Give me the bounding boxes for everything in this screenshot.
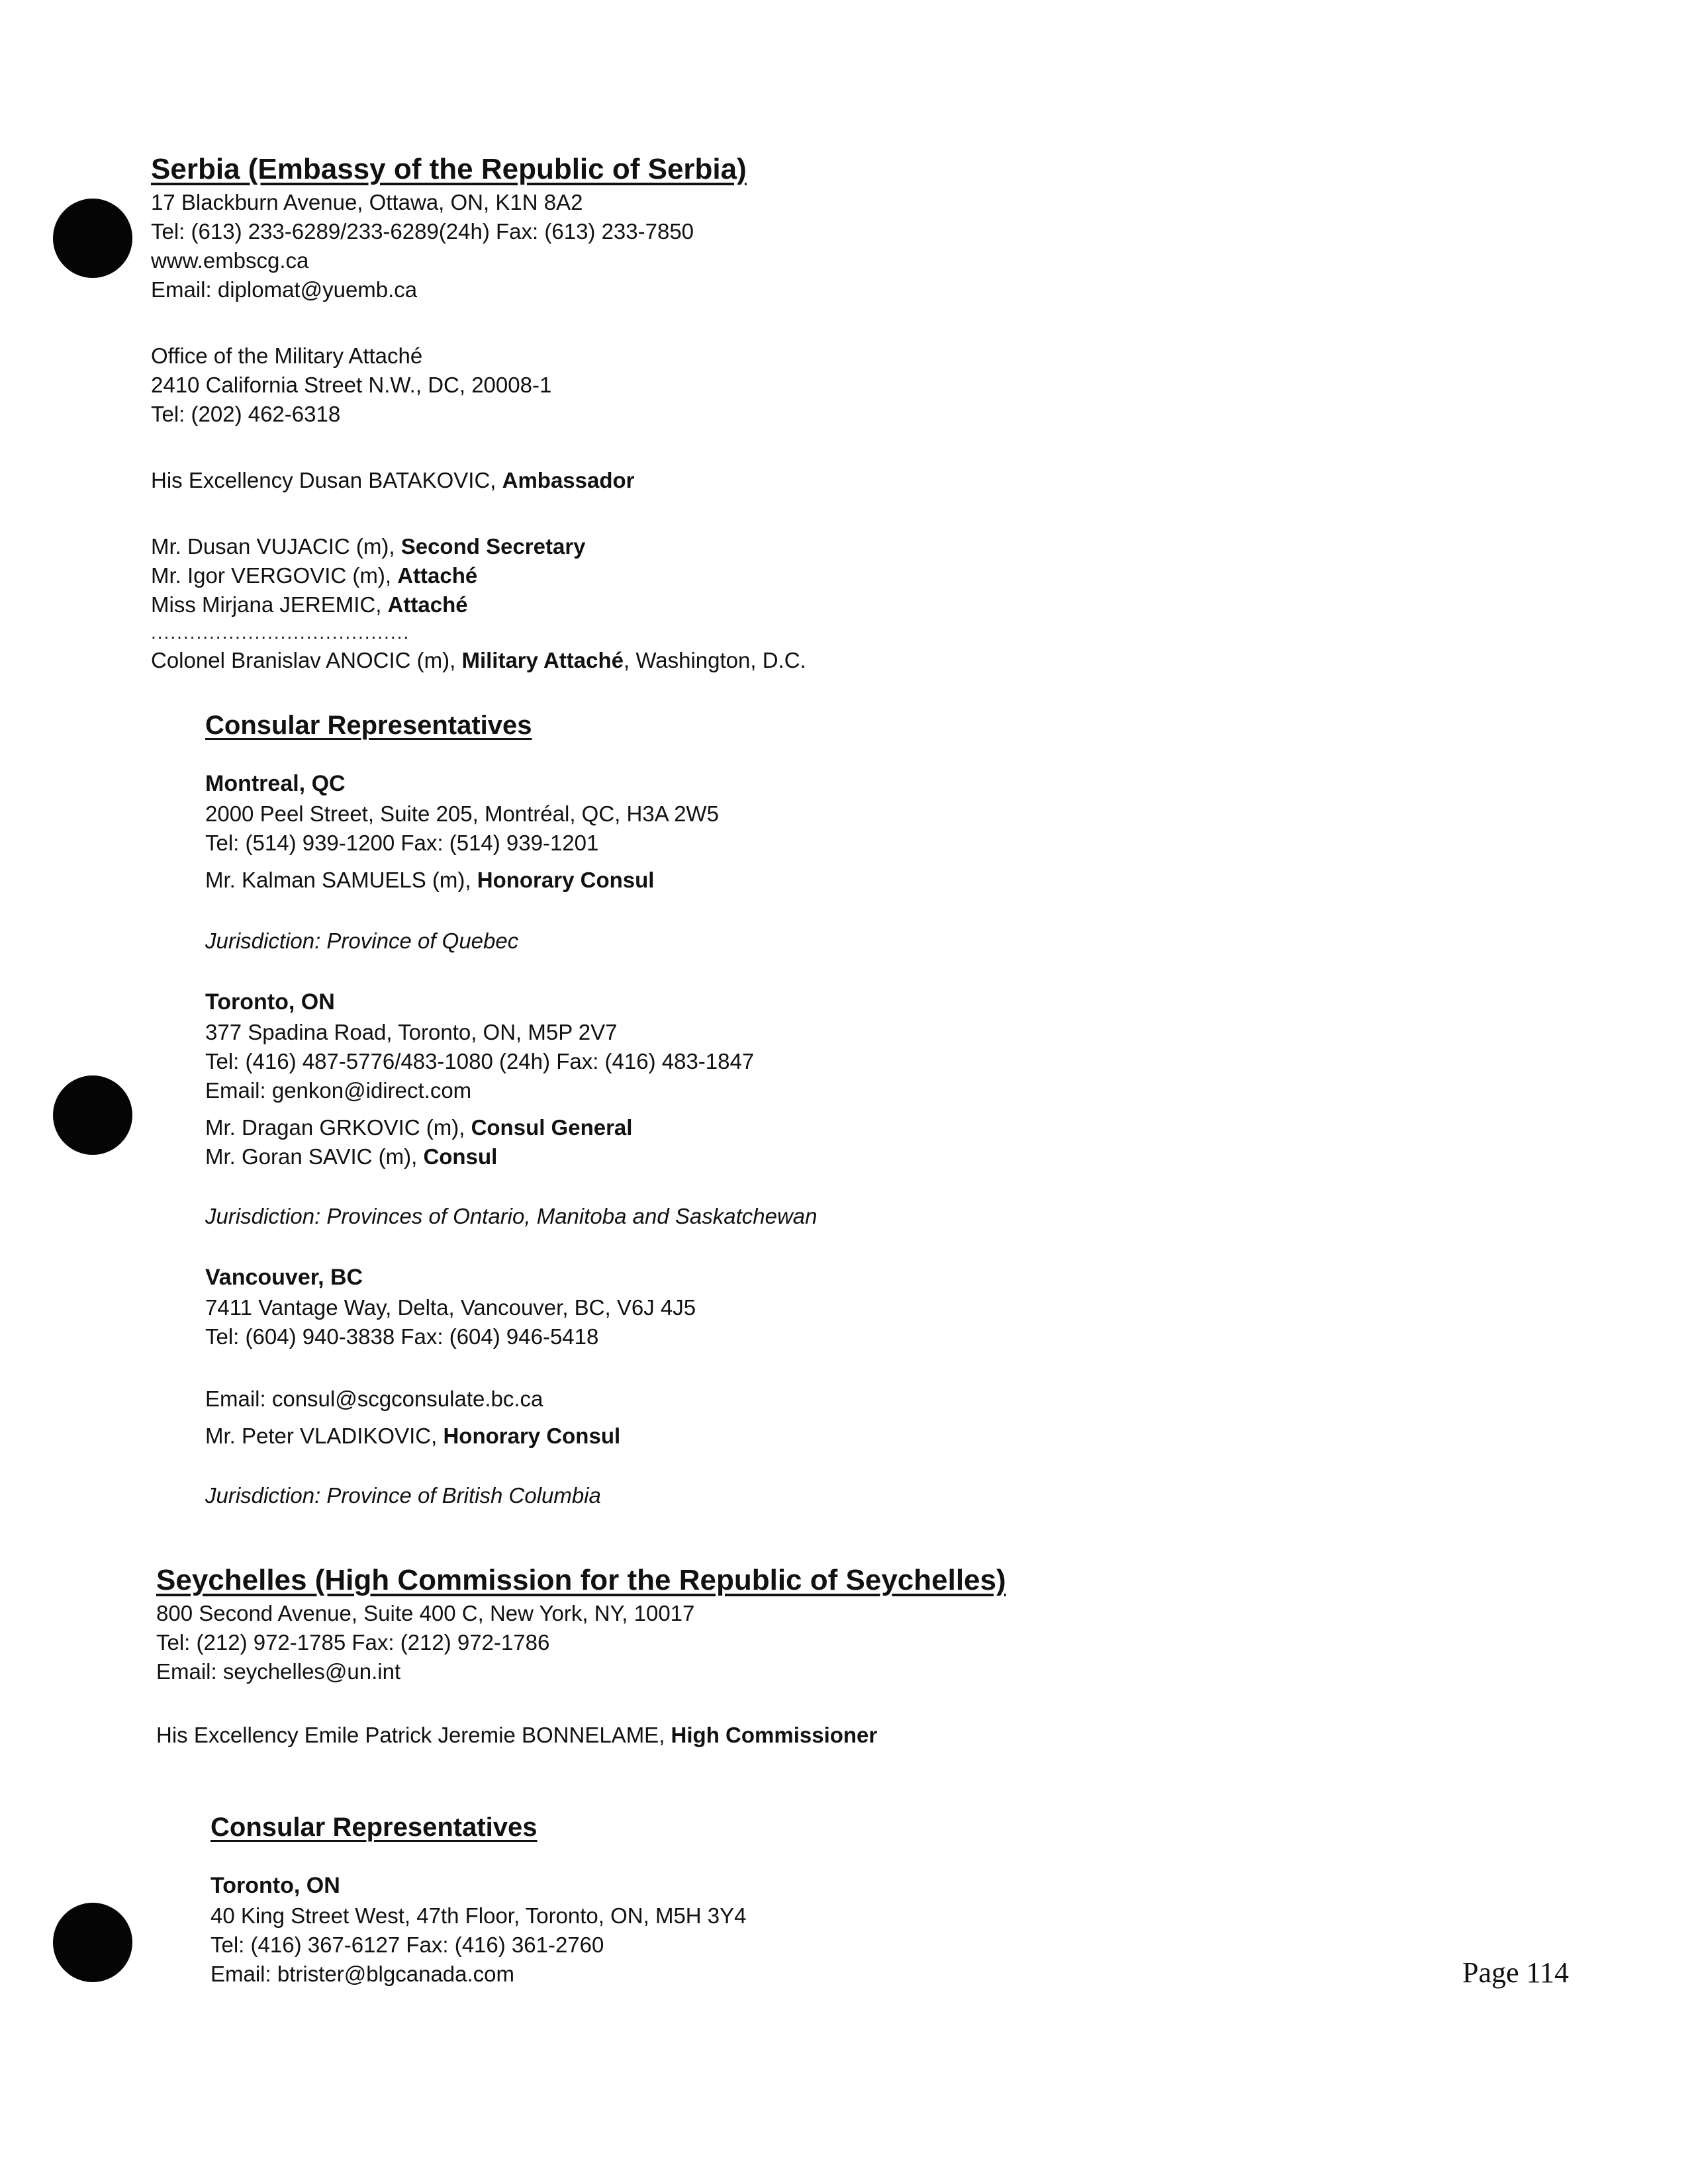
staff-name: Mr. Igor VERGOVIC (m), xyxy=(151,563,398,588)
serbia-tel: Tel: (613) 233-6289/233-6289(24h) Fax: (613) 233-7850 xyxy=(151,219,694,244)
toronto-address: 377 Spadina Road, Toronto, ON, M5P 2V7 xyxy=(205,1020,618,1044)
military-attache-line xyxy=(151,646,806,675)
military-office-tel: Tel: (202) 462-6318 xyxy=(151,402,341,426)
ambassador-name: His Excellency Dusan BATAKOVIC, xyxy=(151,468,502,492)
seychelles-toronto-tel: Tel: (416) 367-6127 Fax: (416) 361-2760 xyxy=(211,1933,604,1957)
vancouver-consul-line xyxy=(205,1422,817,1451)
montreal-consul-line xyxy=(205,866,817,895)
montreal-address: 2000 Peel Street, Suite 205, Montréal, QC, H3A 2W5 xyxy=(205,801,719,826)
seychelles-section xyxy=(156,1562,1006,1750)
consul-title: Consul General xyxy=(471,1115,633,1140)
toronto-tel: Tel: (416) 487-5776/483-1080 (24h) Fax: (416) 483-1847 xyxy=(205,1049,755,1073)
toronto-consul-line xyxy=(205,1142,817,1171)
seychelles-tel: Tel: (212) 972-1785 Fax: (212) 972-1786 xyxy=(156,1630,550,1655)
seychelles-email: Email: seychelles@un.int xyxy=(156,1659,401,1684)
high-commissioner-line xyxy=(156,1721,1006,1750)
seychelles-toronto-address: 40 King Street West, 47th Floor, Toronto, ON, M5H 3Y4 xyxy=(211,1903,747,1928)
seychelles-toronto-email: Email: btrister@blgcanada.com xyxy=(211,1962,515,1986)
consul-name: Mr. Kalman SAMUELS (m), xyxy=(205,868,477,892)
consul-title: Consul xyxy=(423,1144,498,1169)
consul-title: Honorary Consul xyxy=(443,1424,621,1448)
montreal-city: Montreal, QC xyxy=(205,771,346,796)
staff-name: Mr. Dusan VUJACIC (m), xyxy=(151,534,401,559)
staff-name: Miss Mirjana JEREMIC, xyxy=(151,592,388,617)
military-attache-name: Colonel Branislav ANOCIC (m), xyxy=(151,648,462,672)
consul-name: Mr. Dragan GRKOVIC (m), xyxy=(205,1115,471,1140)
dotted-separator: ........................................ xyxy=(151,622,410,643)
toronto-consul-line xyxy=(205,1113,817,1142)
military-office-title: Office of the Military Attaché xyxy=(151,343,423,368)
vancouver-tel: Tel: (604) 940-3838 Fax: (604) 946-5418 xyxy=(205,1324,599,1349)
staff-line xyxy=(151,561,806,590)
staff-line xyxy=(151,532,806,561)
consul-title: Honorary Consul xyxy=(477,868,655,892)
seychelles-heading: Seychelles (High Commission for the Republic of Seychelles) xyxy=(156,1564,1006,1596)
ambassador-title: Ambassador xyxy=(502,468,635,492)
vancouver-jurisdiction: Jurisdiction: Province of British Columbia xyxy=(205,1483,601,1508)
toronto-email: Email: genkon@idirect.com xyxy=(205,1078,472,1103)
staff-line xyxy=(151,590,806,619)
seychelles-address: 800 Second Avenue, Suite 400 C, New York, NY, 10017 xyxy=(156,1601,695,1625)
military-office-address: 2410 California Street N.W., DC, 20008-1 xyxy=(151,373,552,397)
montreal-tel: Tel: (514) 939-1200 Fax: (514) 939-1201 xyxy=(205,831,599,855)
ambassador-line xyxy=(151,466,806,495)
toronto-city: Toronto, ON xyxy=(205,989,335,1015)
consul-name: Mr. Peter VLADIKOVIC, xyxy=(205,1424,444,1448)
serbia-website: www.embscg.ca xyxy=(151,248,309,273)
seychelles-consular-section xyxy=(211,1810,747,1989)
staff-title: Attaché xyxy=(387,592,468,617)
punch-hole-top xyxy=(53,199,132,278)
toronto-jurisdiction: Jurisdiction: Provinces of Ontario, Manitoba and Saskatchewan xyxy=(205,1204,818,1228)
vancouver-city: Vancouver, BC xyxy=(205,1265,363,1290)
consular-heading: Consular Representatives xyxy=(211,1813,538,1842)
serbia-heading: Serbia (Embassy of the Republic of Serbia) xyxy=(151,153,747,185)
montreal-jurisdiction: Jurisdiction: Province of Quebec xyxy=(205,929,519,953)
vancouver-email: Email: consul@scgconsulate.bc.ca xyxy=(205,1387,543,1411)
punch-hole-bottom xyxy=(53,1903,132,1982)
page-number: Page 114 xyxy=(1462,1956,1569,1989)
military-attache-location: , Washington, D.C. xyxy=(623,648,806,672)
consul-name: Mr. Goran SAVIC (m), xyxy=(205,1144,424,1169)
serbia-email: Email: diplomat@yuemb.ca xyxy=(151,277,418,302)
serbia-address: 17 Blackburn Avenue, Ottawa, ON, K1N 8A2 xyxy=(151,190,583,214)
high-commissioner-title: High Commissioner xyxy=(671,1723,878,1747)
military-attache-title: Military Attaché xyxy=(461,648,624,672)
punch-hole-middle xyxy=(53,1075,132,1155)
seychelles-toronto-city: Toronto, ON xyxy=(211,1873,340,1898)
serbia-embassy-section xyxy=(151,151,806,675)
consular-heading: Consular Representatives xyxy=(205,711,532,740)
serbia-consular-section xyxy=(205,708,817,1510)
vancouver-address: 7411 Vantage Way, Delta, Vancouver, BC, V6J 4J5 xyxy=(205,1295,696,1320)
staff-title: Second Secretary xyxy=(400,534,586,559)
staff-title: Attaché xyxy=(397,563,478,588)
high-commissioner-name: His Excellency Emile Patrick Jeremie BONNELAME, xyxy=(156,1723,671,1747)
